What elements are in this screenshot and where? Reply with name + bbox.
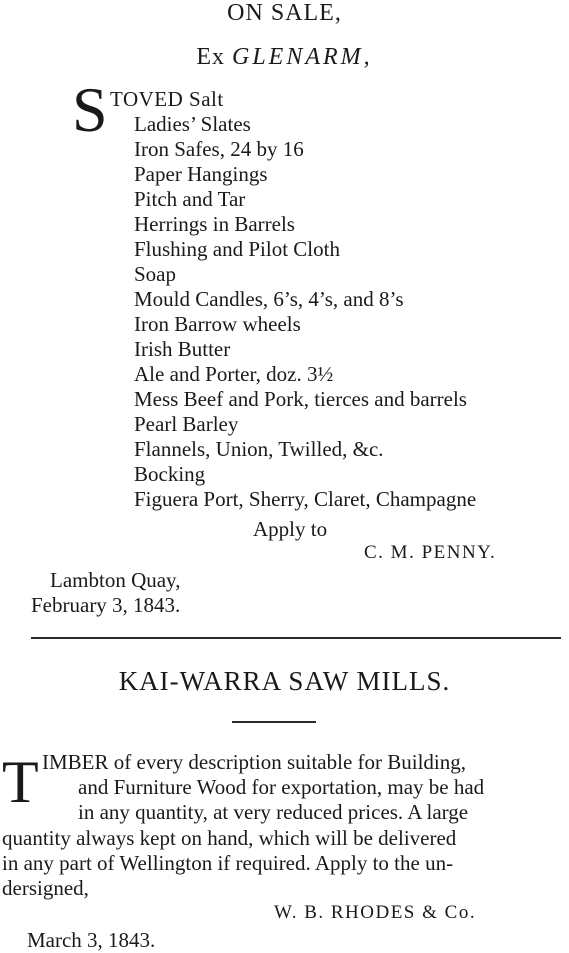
list-item: Paper Hangings — [134, 162, 268, 186]
body-line: quantity always kept on hand, which will be delivered — [2, 826, 457, 850]
item-stoved-salt: TOVED Salt — [110, 87, 224, 111]
ship-line — [0, 44, 569, 71]
body-line: and Furniture Wood for exportation, may be had — [78, 775, 485, 799]
list-item: Soap — [134, 262, 176, 286]
list-item: Iron Barrow wheels — [134, 312, 301, 336]
ad-heading-on-sale: ON SALE, — [227, 0, 342, 26]
list-item: Iron Safes, 24 by 16 — [134, 137, 304, 161]
date-ad1: February 3, 1843. — [31, 593, 181, 617]
list-item: Pearl Barley — [134, 412, 239, 436]
place-lambton-quay: Lambton Quay, — [50, 568, 181, 592]
drop-cap-t: T — [2, 749, 39, 815]
body-line: in any quantity, at very reduced prices. A large — [78, 800, 469, 824]
signature-penny: C. M. PENNY. — [364, 542, 497, 563]
list-item: Mould Candles, 6’s, 4’s, and 8’s — [134, 287, 404, 311]
body-line: dersigned, — [2, 876, 89, 900]
list-item: Irish Butter — [134, 337, 231, 361]
list-item: Figuera Port, Sherry, Claret, Champagne — [134, 487, 477, 511]
list-item: Herrings in Barrels — [134, 212, 295, 236]
list-item: Flushing and Pilot Cloth — [134, 237, 340, 261]
section-divider — [31, 637, 561, 639]
apply-to: Apply to — [253, 517, 328, 541]
drop-cap-s: S — [72, 74, 108, 145]
list-item: Ladies’ Slates — [134, 112, 251, 136]
ex-prefix: Ex — [196, 44, 225, 70]
heading-underline — [232, 721, 316, 723]
body-line: in any part of Wellington if required. Apply to the un- — [2, 851, 454, 875]
signature-rhodes: W. B. RHODES & Co. — [274, 902, 477, 923]
list-item: Flannels, Union, Twilled, &c. — [134, 437, 384, 461]
ship-name: GLENARM, — [232, 44, 373, 70]
list-item: Ale and Porter, doz. 3½ — [134, 362, 334, 386]
body-line: IMBER of every description suitable for Building, — [42, 750, 467, 774]
ad-heading-saw-mills: KAI-WARRA SAW MILLS. — [118, 666, 451, 696]
list-item: Bocking — [134, 462, 206, 486]
list-item: Pitch and Tar — [134, 187, 246, 211]
date-ad2: March 3, 1843. — [27, 928, 156, 952]
list-item: Mess Beef and Pork, tierces and barrels — [134, 387, 467, 411]
